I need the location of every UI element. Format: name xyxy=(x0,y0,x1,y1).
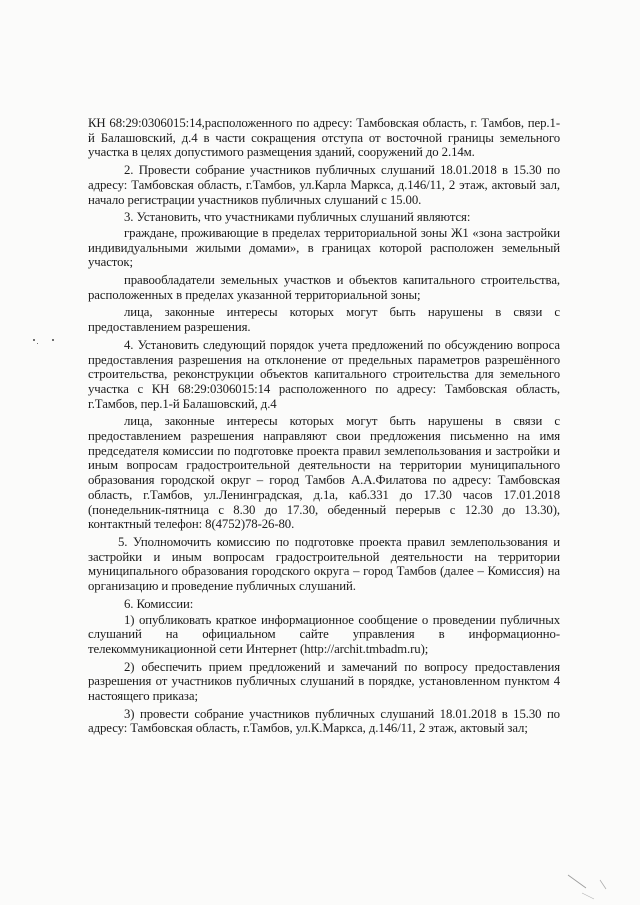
scan-speck xyxy=(37,343,38,344)
paragraph-item-5-authorize: 5. Уполномочить комиссию по подготовке проекта правил землепользования и застройки и иным вопросам градостроительной деятельности на территории муниципального образования городского округа – город Тамбов (далее – Комиссия) на организацию и проведение публичных слушаний. xyxy=(88,534,560,594)
paragraph-subitem-1-publish: 1) опубликовать краткое информационное сообщение о проведении публичных слушаний на официальном сайте управления в информационно-телекоммуникационной сети Интернет (http://archit.tmbadm.ru); xyxy=(88,612,560,656)
paragraph-interested-persons: лица, законные интересы которых могут быть нарушены в связи с предоставлением разрешения. xyxy=(88,305,560,335)
paragraph-citizens: граждане, проживающие в пределах территориальной зоны Ж1 «зона застройки индивидуальными жилыми домами», в границах которой расположен земельный участок; xyxy=(88,225,560,270)
paragraph-parcel-description: КН 68:29:0306015:14,расположенного по адресу: Тамбовская область, г. Тамбов, пер.1-й Балашовский, д.4 в части сокращения отступа от восточной границы земельного участка в целях допустимого размещения зданий, сооружений до 2.14м. xyxy=(88,116,560,160)
paragraph-item-2-meeting: 2. Провести собрание участников публичных слушаний 18.01.2018 в 15.30 по адресу: Тамбовская область, г.Тамбов, ул.Карла Маркса, д.146/11, 2 этаж, актовый зал, начало регистрации участников публичных слушаний с 15.00. xyxy=(88,163,560,207)
paragraph-item-3-participants: 3. Установить, что участниками публичных слушаний являются: xyxy=(124,210,471,225)
scan-speck xyxy=(52,339,54,341)
paragraph-rightholders: правообладатели земельных участков и объектов капитального строительства, расположенных в пределах указанной территориальной зоны; xyxy=(88,273,560,302)
paragraph-subitem-2-accept: 2) обеспечить прием предложений и замечаний по вопросу предоставления разрешения от участников публичных слушаний в порядке, установленном пунктом 4 настоящего приказа; xyxy=(88,659,560,704)
paragraph-item-6-commission: 6. Комиссии: xyxy=(124,596,194,611)
document-body xyxy=(88,116,560,739)
paragraph-proposals-submission: лица, законные интересы которых могут быть нарушены в связи с предоставлением разрешения направляют свои предложения письменно на имя председателя комиссии по подготовке проекта правил землепользования и застройки и иным вопросам градостроительной деятельности на территории муниципального образования городской округ – город Тамбов А.А.Филатова по адресу: Тамбовская область, г.Тамбов, ул.Ленинградская, д.1а, каб.331 до 17.30 часов 17.01.2018 (понедельник-пятница с 8.30 до 17.30, обеденный перерыв с 12.30 до 13.30), контактный телефон: 8(4752)78-26-80. xyxy=(88,414,560,532)
paragraph-subitem-3-hold-meeting: 3) провести собрание участников публичных слушаний 18.01.2018 в 15.30 по адресу: Тамбовская область, г.Тамбов, ул.К.Маркса, д.146/11, 2 этаж, актовый зал; xyxy=(88,706,560,736)
paragraph-item-4-procedure: 4. Установить следующий порядок учета предложений по обсуждению вопроса предоставления разрешения на отклонение от предельных параметров разрешённого строительства, реконструкции объектов капитального строительства для земельного участка с КН 68:29:0306015:14 расположенного по адресу: Тамбовская область, г.Тамбов, пер.1-й Балашовский, д.4 xyxy=(88,337,560,411)
scan-speck xyxy=(33,339,35,341)
